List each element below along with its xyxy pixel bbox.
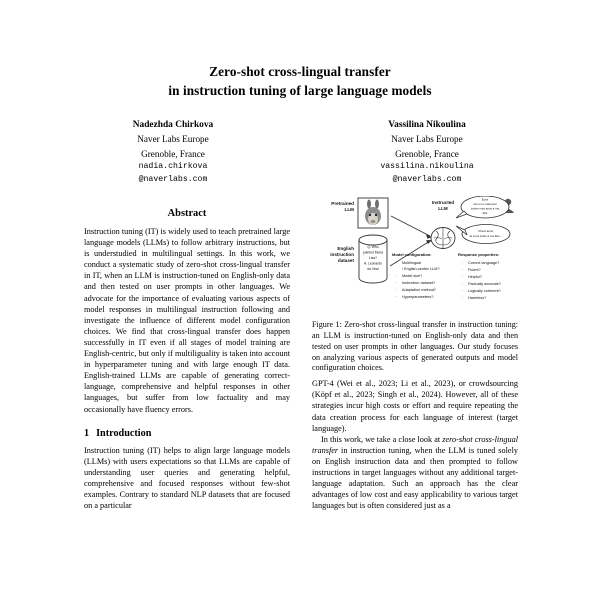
paragraph-2-pre: In this work, we take a close look at xyxy=(321,434,443,444)
prop-bullet-4: · xyxy=(462,282,464,286)
figure-1-graphic xyxy=(312,196,518,314)
right-column-paragraph-continued: GPT-4 (Wei et al., 2023; Li et al., 2023), or crowdsourcing (Köpf et al., 2023; Singh et al., 2024). However, all of these strategies incur high costs or effort and require repeating the data creation process for each language of interest (target language). xyxy=(312,379,518,433)
config-bullet-4: · xyxy=(396,288,398,292)
config-item-3: Model size? xyxy=(402,274,423,278)
dataset-sample-line-3: Lisa? xyxy=(369,256,377,260)
author-name: Vassilina Nikoulina xyxy=(388,120,466,131)
prop-bullet-2: · xyxy=(462,268,464,272)
model-configuration-heading: Model configuration: xyxy=(392,252,432,257)
config-item-1: Multilingual xyxy=(402,261,421,265)
author-email-line-2: @naverlabs.com xyxy=(138,174,208,184)
author-organization: Naver Labs Europe xyxy=(137,134,209,145)
brain-icon xyxy=(431,228,455,249)
introduction-paragraph-1: Instruction tuning (IT) helps to align large language models (LLMs) with users expectations so that LLMs are capable of understanding user queries and generating helpful, comprehensive and focused responses without few-shot examples. Contrary to standard NLP datasets that are focused on a particular xyxy=(84,445,290,511)
config-item-6: Hyperparameters? xyxy=(402,295,434,299)
pretrained-llm-label-line-2: LLM xyxy=(344,207,354,212)
prop-item-2: Fluent? xyxy=(468,268,481,272)
dataset-label-line-2: instruction xyxy=(330,252,354,257)
section-title: Introduction xyxy=(96,427,152,439)
config-item-4: Instruction dataset? xyxy=(402,281,436,285)
section-heading-introduction xyxy=(84,428,290,439)
instructed-llm-label-line-2: LLM xyxy=(438,206,448,211)
user-bubble-line-2: moi un e-mail pour xyxy=(473,202,497,206)
prop-item-4: Factually accurate? xyxy=(468,282,501,286)
user-bubble-line-3: inviter mes amis à ma xyxy=(470,206,500,211)
dataset-sample-line-2: painted Mona xyxy=(363,250,383,255)
pretrained-llm-label-line-1: Pretrained xyxy=(331,201,354,206)
paragraph-2-post: in instruction tuning, when the LLM is tuned solely on English instruction data and then prompted to follow instructions in target languages without any additional target-language adaptation. Such an approach has the clear advantages of low cost and easy applicability to various target languages but is often considered just as a xyxy=(312,445,518,511)
prop-bullet-6: · xyxy=(462,296,464,300)
section-number: 1 xyxy=(84,427,90,439)
config-bullet-5: · xyxy=(396,295,398,299)
config-bullet-3: · xyxy=(396,281,398,285)
author-email-line-2: @naverlabs.com xyxy=(392,174,462,184)
author-email-line-1: nadia.chirkova xyxy=(138,161,208,171)
prop-item-1: Correct language? xyxy=(468,261,500,265)
title-block xyxy=(0,0,600,186)
dataset-label-line-3: dataset xyxy=(337,258,354,263)
dataset-sample-line-5: da Vinci xyxy=(367,267,379,271)
right-column-paragraph-2 xyxy=(312,434,518,512)
author-location: Grenoble, France xyxy=(141,148,205,159)
figure-1-caption xyxy=(312,320,518,374)
author-block-1 xyxy=(88,118,258,186)
paragraph-2-italic-term: zero-shot cross-lingual transfer xyxy=(312,434,518,455)
prop-item-3: Helpful? xyxy=(468,275,482,279)
instructed-llm-label-line-1: Instructed xyxy=(431,200,455,205)
response-properties-heading: Response properties: xyxy=(458,252,500,257)
dataset-sample-line-1: Q: Who xyxy=(367,245,379,249)
two-column-body xyxy=(0,196,600,511)
prop-bullet-1: · xyxy=(462,261,464,265)
config-item-5: Adaptation method? xyxy=(402,288,436,292)
figure-caption-text: Zero-shot cross-lingual transfer in instruction tuning: an LLM is instruction-tuned on English-only data and then tested on user prompts in other languages. Our study focuses on analyzing various aspects of generated outputs and model configuration choices. xyxy=(312,320,519,373)
dataset-sample-line-4: A: Leonardo xyxy=(364,261,382,266)
prop-item-5: Logically coherent? xyxy=(468,289,501,293)
config-bullet-1: · xyxy=(396,261,398,265)
title-line-1: Zero-shot cross-lingual transfer xyxy=(209,64,391,79)
prop-bullet-3: · xyxy=(462,275,464,279)
prop-bullet-5: · xyxy=(462,289,464,293)
arrow-pretrained-to-instructed xyxy=(391,216,432,239)
author-email-line-1: vassilina.nikoulina xyxy=(380,161,474,171)
user-bubble-line-1: Ecris xyxy=(481,197,489,202)
left-column xyxy=(84,196,290,511)
author-list xyxy=(0,118,600,186)
author-name: Nadezhda Chirkova xyxy=(132,120,214,131)
author-location: Grenoble, France xyxy=(395,148,459,159)
figure-caption-label: Figure 1: xyxy=(312,320,342,329)
config-item-2: / English-centric LLM? xyxy=(402,267,440,271)
dataset-label-line-1: English xyxy=(337,246,354,251)
right-column xyxy=(312,196,518,511)
model-bubble-line-2: Je vous invite à ma fête ... xyxy=(469,234,503,238)
model-bubble-line-1: Chers amis, xyxy=(478,229,494,233)
page-title xyxy=(90,62,510,100)
title-line-2: in instruction tuning of large language models xyxy=(168,83,432,99)
author-block-2 xyxy=(342,118,512,186)
figure-1 xyxy=(312,196,518,374)
abstract-text: Instruction tuning (IT) is widely used to teach pretrained large language models (LLMs) to follow arbitrary instructions, but is understudied in multilingual settings. In this work, we conduct a systematic study of zero-shot cross-lingual transfer in IT, when an LLM is instruction-tuned on English-only data and then tested on user prompts in other languages. We advocate for the importance of evaluating various aspects of model responses in multilingual instruction following and investigate the influence of different model configuration choices. We find that cross-lingual transfer does happen successfully in IT even if all stages of model training are English-centric, but only if multiliguality is taken into account in hyperparameter tuning and with large enough IT data. English-trained LLMs are capable of generating correct-language, comprehensive and helpful responses in other languages, but suffer from low factuality and may occasionally have fluency errors. xyxy=(84,227,290,414)
figure-diagram xyxy=(312,196,518,314)
abstract-heading: Abstract xyxy=(167,208,207,219)
author-organization: Naver Labs Europe xyxy=(391,134,463,145)
prop-item-6: Harmless? xyxy=(468,296,487,300)
config-bullet-2: · xyxy=(396,274,398,278)
user-bubble-line-4: fête xyxy=(482,211,488,215)
